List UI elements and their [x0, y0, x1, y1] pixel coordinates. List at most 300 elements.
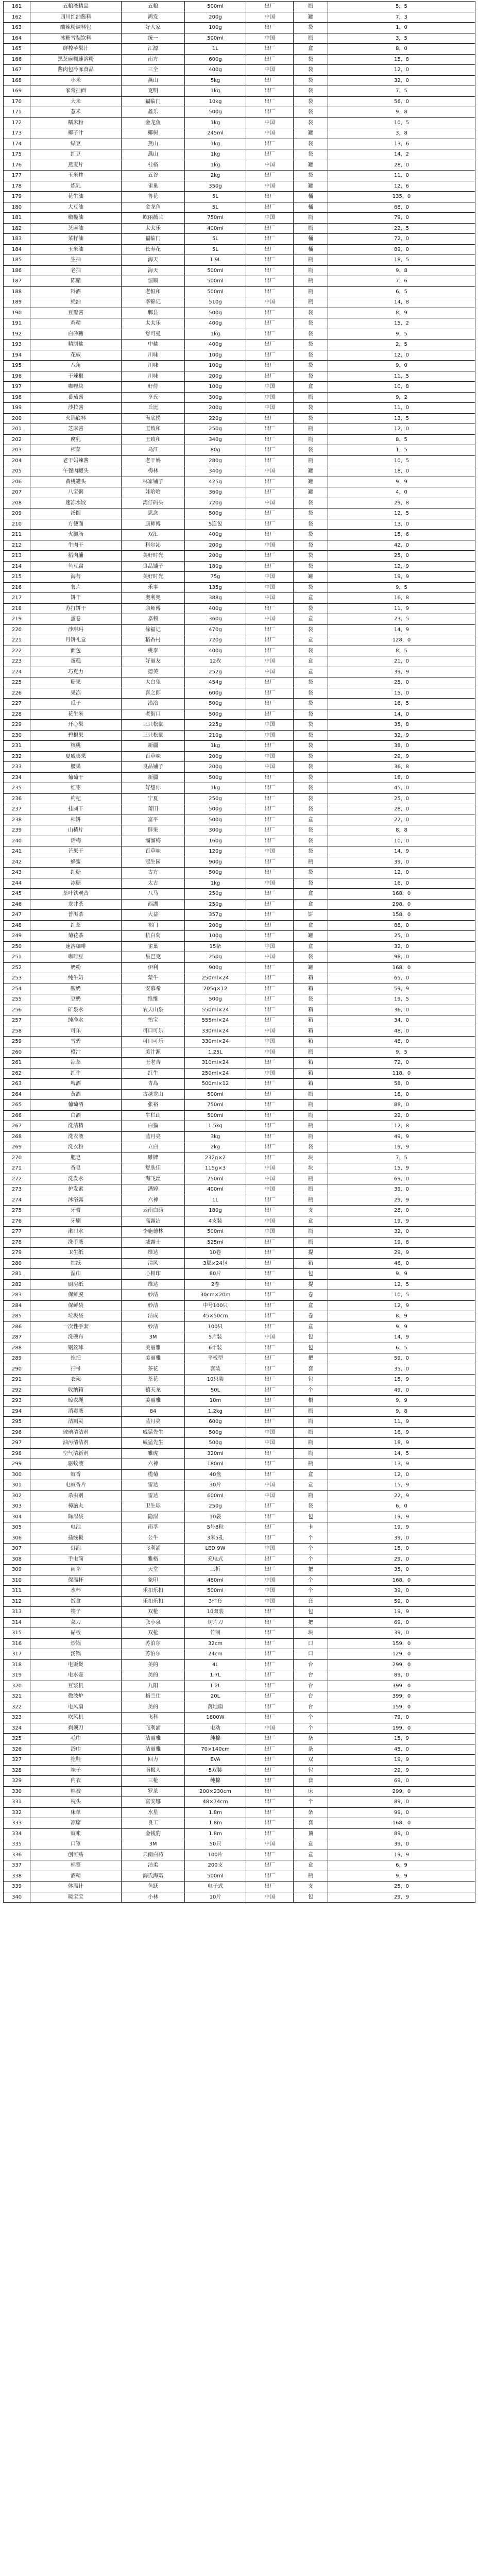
price: 8，5	[328, 434, 475, 445]
table-row	[4, 382, 475, 393]
brand: 太太乐	[122, 318, 185, 329]
unit: 袋	[294, 730, 328, 741]
specification: 3kg	[185, 1131, 246, 1142]
unit: 套	[294, 1818, 328, 1829]
price: 19，5	[328, 994, 475, 1005]
table-row	[4, 561, 475, 572]
table-row	[4, 1839, 475, 1850]
unit: 箱	[294, 1258, 328, 1269]
unit: 卡	[294, 1522, 328, 1533]
row-number: 203	[4, 445, 30, 456]
row-number: 252	[4, 962, 30, 973]
brand: 郫县	[122, 308, 185, 318]
specification: 1kg	[185, 139, 246, 149]
price: 118，0	[328, 1068, 475, 1079]
table-row	[4, 530, 475, 540]
row-number: 192	[4, 329, 30, 340]
specification: 160g	[185, 836, 246, 846]
origin: 中国	[246, 878, 294, 889]
product-name: 陈醋	[30, 276, 122, 287]
product-name: 料酒	[30, 286, 122, 297]
price: 9，5	[328, 1047, 475, 1058]
unit: 块	[294, 1153, 328, 1163]
price: 8，5	[328, 646, 475, 656]
brand: 可口可乐	[122, 1037, 185, 1047]
unit: 瓶	[294, 276, 328, 287]
row-number: 204	[4, 455, 30, 466]
row-number: 335	[4, 1839, 30, 1850]
price: 68，0	[328, 202, 475, 213]
unit: 箱	[294, 1015, 328, 1026]
origin: 出厂	[246, 973, 294, 984]
origin: 中国	[246, 1227, 294, 1238]
product-name: 绿豆	[30, 139, 122, 149]
unit: 瓶	[294, 286, 328, 297]
table-row	[4, 1565, 475, 1575]
unit: 桶	[294, 234, 328, 245]
product-name: 老抽	[30, 265, 122, 276]
price: 32，0	[328, 75, 475, 86]
product-name: 油污清洁剂	[30, 1438, 122, 1449]
specification: 5L	[185, 192, 246, 202]
unit: 个	[294, 1544, 328, 1554]
unit: 袋	[294, 445, 328, 456]
table-row	[4, 1575, 475, 1586]
unit: 饼	[294, 910, 328, 921]
price: 36，0	[328, 1005, 475, 1015]
row-number: 235	[4, 783, 30, 794]
price: 32，0	[328, 1227, 475, 1238]
product-name: 洁厕灵	[30, 1417, 122, 1428]
brand: 王老吉	[122, 1058, 185, 1069]
specification: 500ml	[185, 1089, 246, 1100]
unit: 袋	[294, 561, 328, 572]
table-row	[4, 1375, 475, 1385]
price: 38，0	[328, 741, 475, 752]
specification: 500ml×12	[185, 1079, 246, 1090]
price: 299，0	[328, 1659, 475, 1670]
brand: 南孚	[122, 1522, 185, 1533]
origin: 出厂	[246, 1871, 294, 1882]
row-number: 166	[4, 54, 30, 65]
specification: 32cm	[185, 1638, 246, 1649]
origin: 出厂	[246, 1079, 294, 1090]
product-name: 小米	[30, 75, 122, 86]
row-number: 304	[4, 1512, 30, 1522]
price: 9，0	[328, 361, 475, 371]
table-row	[4, 624, 475, 635]
brand: 双枪	[122, 1628, 185, 1639]
price: 18，5	[328, 255, 475, 266]
origin: 出厂	[246, 149, 294, 160]
unit: 个	[294, 1575, 328, 1586]
specification: 500ml	[185, 1110, 246, 1121]
row-number: 261	[4, 1058, 30, 1069]
row-number: 339	[4, 1882, 30, 1892]
table-row	[4, 730, 475, 741]
unit: 盒	[294, 899, 328, 910]
origin: 中国	[246, 382, 294, 393]
specification: 388g	[185, 593, 246, 604]
specification: 180g	[185, 561, 246, 572]
price: 29，9	[328, 1892, 475, 1903]
brand: 金龙鱼	[122, 202, 185, 213]
origin: 中国	[246, 572, 294, 583]
brand: 新疆	[122, 772, 185, 783]
specification: 100g	[185, 350, 246, 361]
row-number: 309	[4, 1565, 30, 1575]
price: 12，0	[328, 424, 475, 435]
product-name: 山楂片	[30, 825, 122, 836]
product-name: 护发素	[30, 1184, 122, 1195]
price: 19，9	[328, 1522, 475, 1533]
row-number: 195	[4, 361, 30, 371]
price: 46，0	[328, 1258, 475, 1269]
unit: 台	[294, 1670, 328, 1681]
row-number: 290	[4, 1364, 30, 1375]
table-row	[4, 1269, 475, 1280]
row-number: 295	[4, 1417, 30, 1428]
row-number: 325	[4, 1734, 30, 1744]
origin: 出厂	[246, 709, 294, 720]
brand: 克明	[122, 86, 185, 97]
unit: 袋	[294, 793, 328, 804]
origin: 出厂	[246, 86, 294, 97]
table-row	[4, 1533, 475, 1544]
product-name: 一次性手套	[30, 1321, 122, 1332]
row-number: 228	[4, 709, 30, 720]
origin: 中国	[246, 540, 294, 551]
brand: 雕牌	[122, 1153, 185, 1163]
row-number: 187	[4, 276, 30, 287]
table-row	[4, 1427, 475, 1438]
brand: 金龙鱼	[122, 117, 185, 128]
row-number: 222	[4, 646, 30, 656]
specification: 180ml	[185, 1459, 246, 1470]
row-number: 294	[4, 1406, 30, 1417]
table-row	[4, 551, 475, 562]
row-number: 178	[4, 181, 30, 192]
product-name: 水杯	[30, 1586, 122, 1597]
product-name: 大豆油	[30, 202, 122, 213]
product-name: 牙刷	[30, 1216, 122, 1227]
row-number: 221	[4, 635, 30, 646]
brand: 燕山	[122, 75, 185, 86]
unit: 瓶	[294, 1100, 328, 1111]
unit: 盒	[294, 1469, 328, 1480]
unit: 口	[294, 1638, 328, 1649]
brand: 统一	[122, 33, 185, 44]
origin: 中国	[246, 1480, 294, 1491]
unit: 袋	[294, 54, 328, 65]
row-number: 232	[4, 751, 30, 762]
price: 7，5	[328, 86, 475, 97]
brand: 林家铺子	[122, 477, 185, 487]
price: 72，0	[328, 234, 475, 245]
brand: 鲁花	[122, 192, 185, 202]
unit: 盒	[294, 656, 328, 667]
brand: 大益	[122, 910, 185, 921]
specification: 1.25L	[185, 1047, 246, 1058]
origin: 出厂	[246, 434, 294, 445]
unit: 袋	[294, 772, 328, 783]
table-row	[4, 962, 475, 973]
table-row	[4, 255, 475, 266]
specification: LED 9W	[185, 1544, 246, 1554]
price: 34，0	[328, 1015, 475, 1026]
origin: 出厂	[246, 477, 294, 487]
product-name: 大米	[30, 96, 122, 107]
origin: 出厂	[246, 1153, 294, 1163]
table-row	[4, 392, 475, 403]
price: 168，0	[328, 1818, 475, 1829]
table-row	[4, 1364, 475, 1375]
row-number: 254	[4, 984, 30, 994]
specification: 10片	[185, 1892, 246, 1903]
row-number: 241	[4, 846, 30, 857]
price: 32，0	[328, 941, 475, 952]
table-row	[4, 952, 475, 963]
product-name: 湿巾	[30, 1269, 122, 1280]
origin: 出厂	[246, 361, 294, 371]
specification: 15条	[185, 941, 246, 952]
table-row	[4, 509, 475, 519]
price: 25，0	[328, 931, 475, 942]
row-number: 218	[4, 603, 30, 614]
product-name: 红枣	[30, 783, 122, 794]
brand: 三全	[122, 65, 185, 76]
table-row	[4, 202, 475, 213]
unit: 袋	[294, 836, 328, 846]
origin: 出厂	[246, 931, 294, 942]
specification: 500g	[185, 815, 246, 825]
product-name: 蚊帐	[30, 1828, 122, 1839]
specification: 10卷	[185, 1248, 246, 1259]
price: 13，0	[328, 519, 475, 530]
product-name: 垃圾袋	[30, 1311, 122, 1322]
specification: 300g	[185, 392, 246, 403]
table-row	[4, 361, 475, 371]
origin: 出厂	[246, 1290, 294, 1301]
row-number: 277	[4, 1227, 30, 1238]
product-name: 咖喱块	[30, 382, 122, 393]
brand: 燕山	[122, 149, 185, 160]
product-name: 白砂糖	[30, 329, 122, 340]
price: 12，5	[328, 1279, 475, 1290]
row-number: 296	[4, 1427, 30, 1438]
origin: 出厂	[246, 1659, 294, 1670]
specification: 10双装	[185, 1607, 246, 1618]
origin: 出厂	[246, 1206, 294, 1216]
origin: 出厂	[246, 1828, 294, 1839]
price: 29，8	[328, 498, 475, 509]
origin: 出厂	[246, 223, 294, 234]
brand: 富安娜	[122, 1797, 185, 1808]
table-row	[4, 1047, 475, 1058]
specification: 5L	[185, 202, 246, 213]
origin: 中国	[246, 1427, 294, 1438]
price: 7，5	[328, 1153, 475, 1163]
unit: 条	[294, 1744, 328, 1755]
origin: 出厂	[246, 1343, 294, 1353]
product-name: 五粮液精品	[30, 2, 122, 12]
row-number: 287	[4, 1332, 30, 1343]
product-name: 沙拉酱	[30, 403, 122, 414]
table-row	[4, 265, 475, 276]
product-name: 豆奶	[30, 994, 122, 1005]
specification: 500ml	[185, 276, 246, 287]
origin: 中国	[246, 128, 294, 139]
product-name: 卫生纸	[30, 1248, 122, 1259]
product-name: 酱肉包冷冻食品	[30, 65, 122, 76]
price: 59，0	[328, 1596, 475, 1607]
price: 19，9	[328, 1512, 475, 1522]
table-row	[4, 1448, 475, 1459]
unit: 瓶	[294, 1438, 328, 1449]
table-row	[4, 1522, 475, 1533]
table-row	[4, 1227, 475, 1238]
table-row	[4, 434, 475, 445]
specification: 1.2kg	[185, 1406, 246, 1417]
specification: 1kg	[185, 783, 246, 794]
specification: 3层×24包	[185, 1258, 246, 1269]
product-name: 冰糖雪梨饮料	[30, 33, 122, 44]
table-row	[4, 1195, 475, 1206]
brand: 张裕	[122, 1100, 185, 1111]
price: 9，9	[328, 1269, 475, 1280]
origin: 出厂	[246, 1744, 294, 1755]
specification: 600g	[185, 1417, 246, 1428]
table-row	[4, 741, 475, 752]
unit: 盒	[294, 1839, 328, 1850]
unit: 袋	[294, 86, 328, 97]
row-number: 183	[4, 234, 30, 245]
table-row	[4, 477, 475, 487]
price: 299，0	[328, 1786, 475, 1797]
product-name: 电风扇	[30, 1702, 122, 1713]
brand: 象印	[122, 1575, 185, 1586]
product-name: 除湿袋	[30, 1512, 122, 1522]
unit: 个	[294, 1533, 328, 1544]
price: 11，9	[328, 603, 475, 614]
brand: 好侍	[122, 382, 185, 393]
brand: 好想你	[122, 783, 185, 794]
brand: 六神	[122, 1459, 185, 1470]
row-number: 289	[4, 1353, 30, 1364]
origin: 出厂	[246, 561, 294, 572]
row-number: 217	[4, 593, 30, 604]
row-number: 181	[4, 213, 30, 224]
brand: 鲜果	[122, 825, 185, 836]
table-row	[4, 1237, 475, 1248]
unit: 袋	[294, 350, 328, 361]
product-name: 红茶	[30, 920, 122, 931]
specification: 500g	[185, 772, 246, 783]
product-name: 瓜子	[30, 699, 122, 709]
unit: 块	[294, 1163, 328, 1174]
product-name: 芝麻油	[30, 223, 122, 234]
price: 9，8	[328, 265, 475, 276]
table-row	[4, 1713, 475, 1723]
brand: 洁丽雅	[122, 1734, 185, 1744]
origin: 中国	[246, 1026, 294, 1037]
origin: 中国	[246, 117, 294, 128]
unit: 罐	[294, 487, 328, 498]
product-name: 可乐	[30, 1026, 122, 1037]
row-number: 308	[4, 1554, 30, 1565]
unit: 盒	[294, 44, 328, 55]
origin: 出厂	[246, 741, 294, 752]
product-name: 漱口水	[30, 1227, 122, 1238]
origin: 出厂	[246, 910, 294, 921]
brand: 九阳	[122, 1681, 185, 1691]
price: 158，0	[328, 910, 475, 921]
origin: 出厂	[246, 2, 294, 12]
price: 11，0	[328, 403, 475, 414]
specification: 5片装	[185, 1332, 246, 1343]
specification: 454g	[185, 677, 246, 688]
row-number: 170	[4, 96, 30, 107]
table-row	[4, 793, 475, 804]
specification: 500g	[185, 308, 246, 318]
price: 13，6	[328, 139, 475, 149]
origin: 出厂	[246, 1776, 294, 1787]
specification: 900g	[185, 857, 246, 868]
product-name: 红糖	[30, 868, 122, 878]
product-name: 杀虫剂	[30, 1490, 122, 1501]
row-number: 206	[4, 477, 30, 487]
unit: 瓶	[294, 857, 328, 868]
row-number: 338	[4, 1871, 30, 1882]
table-row	[4, 223, 475, 234]
product-name: 扫帚	[30, 1364, 122, 1375]
brand: 八马	[122, 889, 185, 900]
row-number: 255	[4, 994, 30, 1005]
unit: 瓶	[294, 1174, 328, 1184]
product-name: 午餐肉罐头	[30, 466, 122, 477]
brand: 福临门	[122, 234, 185, 245]
product-name: 汤锅	[30, 1649, 122, 1660]
brand: 老干妈	[122, 455, 185, 466]
specification: 1.2L	[185, 1681, 246, 1691]
brand: 老街口	[122, 709, 185, 720]
unit: 袋	[294, 825, 328, 836]
price: 39，0	[328, 857, 475, 868]
unit: 瓶	[294, 33, 328, 44]
unit: 个	[294, 1723, 328, 1734]
brand: 双枪	[122, 1607, 185, 1618]
price: 16，0	[328, 878, 475, 889]
specification: 350g	[185, 181, 246, 192]
row-number: 205	[4, 466, 30, 477]
row-number: 266	[4, 1110, 30, 1121]
row-number: 214	[4, 561, 30, 572]
table-row	[4, 709, 475, 720]
price: 59，9	[328, 984, 475, 994]
origin: 出厂	[246, 804, 294, 815]
specification: 200g	[185, 403, 246, 414]
price: 14，9	[328, 1332, 475, 1343]
product-name: 香皂	[30, 1163, 122, 1174]
row-number: 333	[4, 1818, 30, 1829]
brand: 川味	[122, 371, 185, 382]
origin: 中国	[246, 403, 294, 414]
brand: 维达	[122, 1248, 185, 1259]
price: 25，0	[328, 551, 475, 562]
product-name: 火锅底料	[30, 413, 122, 424]
unit: 包	[294, 1765, 328, 1776]
product-name: 厨房纸	[30, 1279, 122, 1290]
